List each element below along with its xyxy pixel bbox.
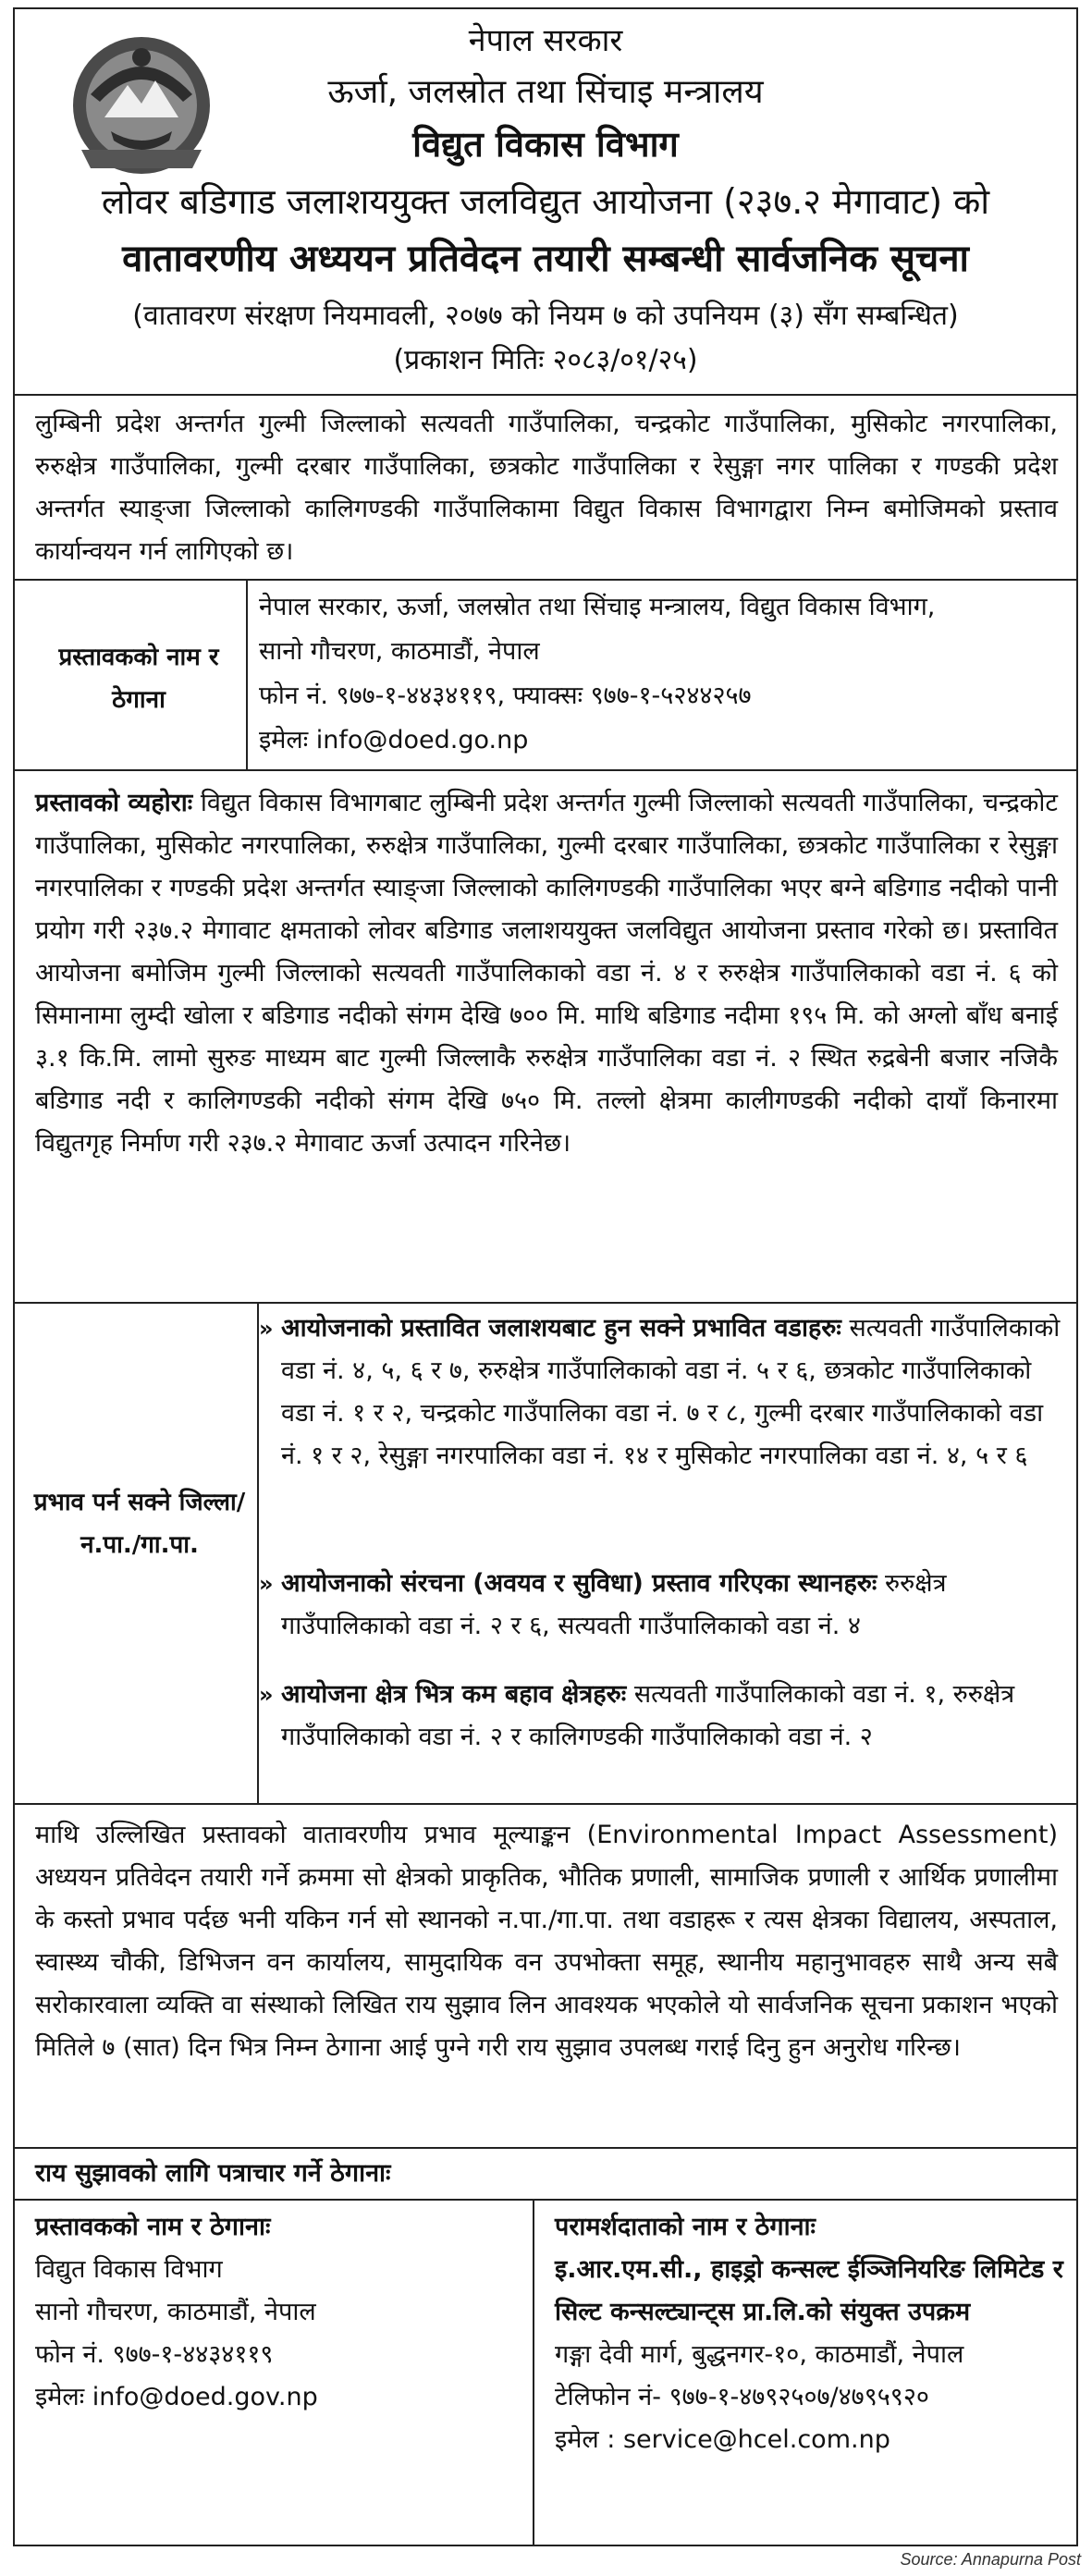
chevron-right-icon: » xyxy=(259,1682,274,1708)
consultant-contact-heading: परामर्शदाताको नाम र ठेगानाः xyxy=(555,2213,816,2241)
divider xyxy=(257,1302,259,1803)
proponent-contact xyxy=(35,2206,516,2419)
proponent-address-line: नेपाल सरकार, ऊर्जा, जलस्रोत तथा सिंचाइ मन्त्रालय, विद्युत विकास विभाग, xyxy=(259,593,936,621)
notice-title: वातावरणीय अध्ययन प्रतिवेदन तयारी सम्बन्धी सार्वजनिक सूचना xyxy=(122,238,969,280)
consultant-contact-name: इ.आर.एम.सी., हाइड्रो कन्सल्ट ईञ्जिनियरिङ लिमिटेड र सिल्ट कन्सल्ट्यान्ट्स प्रा.लि.को संयुक्त उपक्रम xyxy=(555,2255,1063,2326)
divider xyxy=(15,769,1076,771)
header-line-department: विद्युत विकास विभाग xyxy=(412,124,679,165)
proponent-contact-heading: प्रस्तावकको नाम र ठेगानाः xyxy=(35,2213,271,2241)
public-notice xyxy=(13,7,1078,2546)
notice-header xyxy=(15,9,1076,398)
proponent-contact-phone: फोन नं. ९७७-१-४४३४११९ xyxy=(35,2340,274,2369)
header-line-ministry: ऊर्जा, जलस्रोत तथा सिंचाइ मन्त्रालय xyxy=(327,73,764,111)
proposal-details-text: विद्युत विकास विभागबाट लुम्बिनी प्रदेश अन्तर्गत गुल्मी जिल्लाको सत्यवती गाउँपालिका, चन्द्रकोट गाउँपालिका, मुसिकोट नगरपालिका, रुरुक्षेत्र गाउँपालिका, गुल्मी दरबार गाउँपालिका, छत्रकोट गाउँपालिका र रेसुङ्गा नगरपालिका र गण्डकी प्रदेश अन्तर्गत स्याङ्जा जिल्लाको कालिगण्डकी गाउँपालिका भएर बग्ने बडिगाड नदीको पानी प्रयोग गरी २३७.२ मेगावाट क्षमताको लोवर बडिगाड जलाशययुक्त जलविद्युत आयोजना प्रस्ताव गरेको छ। प्रस्तावित आयोजना बमोजिम गुल्मी जिल्लाको सत्यवती गाउँपालिकाको वडा नं. ४ र रुरुक्षेत्र गाउँपालिकाको वडा नं. ६ को सिमानामा लुम्दी खोला र बडिगाड नदीको संगम देखि ७०० मि. माथि बडिगाड नदीमा १९५ मि. को अग्लो बाँध बनाई ३.१ कि.मि. लामो सुरुङ माध्यम बाट गुल्मी जिल्लाकै रुरुक्षेत्र गाउँपालिका वडा नं. २ स्थित रुद्रबेनी बजार नजिकै बडिगाड नदी र कालिगण्डकी नदीको संगम देखि ७५० मि. तल्लो क्षेत्रमा कालीगण्डकी नदीको दायाँ किनारमा विद्युतगृह निर्माण गरी २३७.२ मेगावाट ऊर्जा उत्पादन गरिनेछ। xyxy=(35,789,1058,1158)
proponent-email: इमेलः info@doed.go.np xyxy=(259,726,529,754)
header-line-government: नेपाल सरकार xyxy=(468,22,623,59)
proponent-phone: फोन नं. ९७७-१-४४३४११९, फ्याक्सः ९७७-१-५२४४२५७ xyxy=(259,681,752,710)
header-line-regulation: (वातावरण संरक्षण नियमावली, २०७७ को नियम ७ को उपनियम (३) सँग सम्बन्धित) xyxy=(132,300,959,332)
contact-heading: राय सुझावको लागि पत्राचार गर्ने ठेगानाः xyxy=(35,2159,391,2188)
divider xyxy=(246,579,248,769)
impact-item-low-flow: » आयोजना क्षेत्र भित्र कम बहाव क्षेत्रहरुः सत्यवती गाउँपालिकाको वडा नं. १, रुरुक्षेत्र गाउँपालिकाको वडा नं. २ र कालिगण्डकी गाउँपालिकाको वडा नं. २ xyxy=(281,1674,1067,1759)
request-paragraph: माथि उल्लिखित प्रस्तावको वातावरणीय प्रभाव मूल्याङ्कन (Environmental Impact Assessment) अध्ययन प्रतिवेदन तयारी गर्ने क्रममा सो क्षेत्रको प्राकृतिक, भौतिक प्रणाली, सामाजिक प्रणाली र आर्थिक प्रणालीमा के कस्तो प्रभाव पर्दछ भनी यकिन गर्न सो स्थानको न.पा./गा.पा. तथा वडाहरू र त्यस क्षेत्रका विद्यालय, अस्पताल, स्वास्थ्य चौकी, डिभिजन वन कार्यालय, सामुदायिक वन उपभोक्ता समूह, स्थानीय महानुभावहरु साथै अन्य सबै सरोकारवाला व्यक्ति वा संस्थाको लिखित राय सुझाव लिन आवश्यक भएकोले यो सार्वजनिक सूचना प्रकाशन भएको मितिले ७ (सात) दिन भित्र निम्न ठेगाना आई पुग्ने गरी राय सुझाव उपलब्ध गराई दिनु हुन अनुरोध गरिन्छ। xyxy=(35,1821,1058,2062)
consultant-contact-phone: टेलिफोन नं- ९७७-१-४७९२५०७/४७९५९२० xyxy=(555,2383,929,2411)
source-credit: Source: Annapurna Post xyxy=(900,2550,1081,2569)
publication-date: (प्रकाशन मितिः २०८३/०१/२५) xyxy=(393,344,698,376)
divider xyxy=(15,2199,1076,2201)
chevron-right-icon: » xyxy=(259,1571,274,1597)
divider xyxy=(15,579,1076,581)
divider xyxy=(15,394,1076,396)
chevron-right-icon: » xyxy=(259,1316,274,1342)
impact-item-reservoir: » आयोजनाको प्रस्तावित जलाशयबाट हुन सक्ने प्रभावित वडाहरुः सत्यवती गाउँपालिकाको वडा नं. ४, ५, ६ र ७, रुरुक्षेत्र गाउँपालिकाको वडा नं. ५ र ६, छत्रकोट गाउँपालिकाको वडा नं. १ र २, चन्द्रकोट गाउँपालिका वडा नं. ७ र ८, गुल्मी दरबार गाउँपालिकाको वडा नं. १ र २, रेसुङ्गा नगरपालिका वडा नं. १४ र मुसिकोट नगरपालिका वडा नं. ४, ५ र ६ xyxy=(281,1307,1067,1478)
header-line-project: लोवर बडिगाड जलाशययुक्त जलविद्युत आयोजना (२३७.२ मेगावाट) को xyxy=(101,181,990,222)
proponent-contact-name: विद्युत विकास विभाग xyxy=(35,2255,223,2284)
proponent-label: प्रस्तावकको नाम र ठेगाना xyxy=(58,644,219,714)
consultant-contact-email: इमेल : service@hcel.com.np xyxy=(555,2425,890,2454)
divider xyxy=(15,1302,1076,1304)
impact-area-label: प्रभाव पर्न सक्ने जिल्ला/न.पा./गा.पा. xyxy=(33,1489,246,1559)
divider xyxy=(533,2199,534,2546)
consultant-contact-address: गङ्गा देवी मार्ग, बुद्धनगर-१०, काठमाडौं, नेपाल xyxy=(555,2340,964,2369)
consultant-contact xyxy=(555,2206,1063,2461)
divider xyxy=(15,1803,1076,1805)
proponent-address-line: सानो गौचरण, काठमाडौं, नेपाल xyxy=(259,637,540,666)
divider xyxy=(15,2147,1076,2149)
proposal-details-label: प्रस्तावको व्यहोराः xyxy=(35,789,193,817)
impact-item-structures: » आयोजनाको संरचना (अवयव र सुविधा) प्रस्ताव गरिएका स्थानहरुः रुरुक्षेत्र गाउँपालिकाको वडा नं. २ र ६, सत्यवती गाउँपालिकाको वडा नं. ४ xyxy=(281,1563,1067,1648)
intro-paragraph: लुम्बिनी प्रदेश अन्तर्गत गुल्मी जिल्लाको सत्यवती गाउँपालिका, चन्द्रकोट गाउँपालिका, मुसिकोट नगरपालिका, रुरुक्षेत्र गाउँपालिका, गुल्मी दरबार गाउँपालिका, छत्रकोट गाउँपालिका र रेसुङ्गा नगर पालिका र गण्डकी प्रदेश अन्तर्गत स्याङ्जा जिल्लाको कालिगण्डकी गाउँपालिकामा विद्युत विकास विभागद्वारा निम्न बमोजिमको प्रस्ताव कार्यान्वयन गर्न लागिएको छ। xyxy=(35,410,1058,566)
proposal-details xyxy=(35,782,1058,1165)
proponent-contact-address: सानो गौचरण, काठमाडौं, नेपाल xyxy=(35,2298,316,2326)
proponent-contact-email: इमेलः info@doed.gov.np xyxy=(35,2383,318,2411)
